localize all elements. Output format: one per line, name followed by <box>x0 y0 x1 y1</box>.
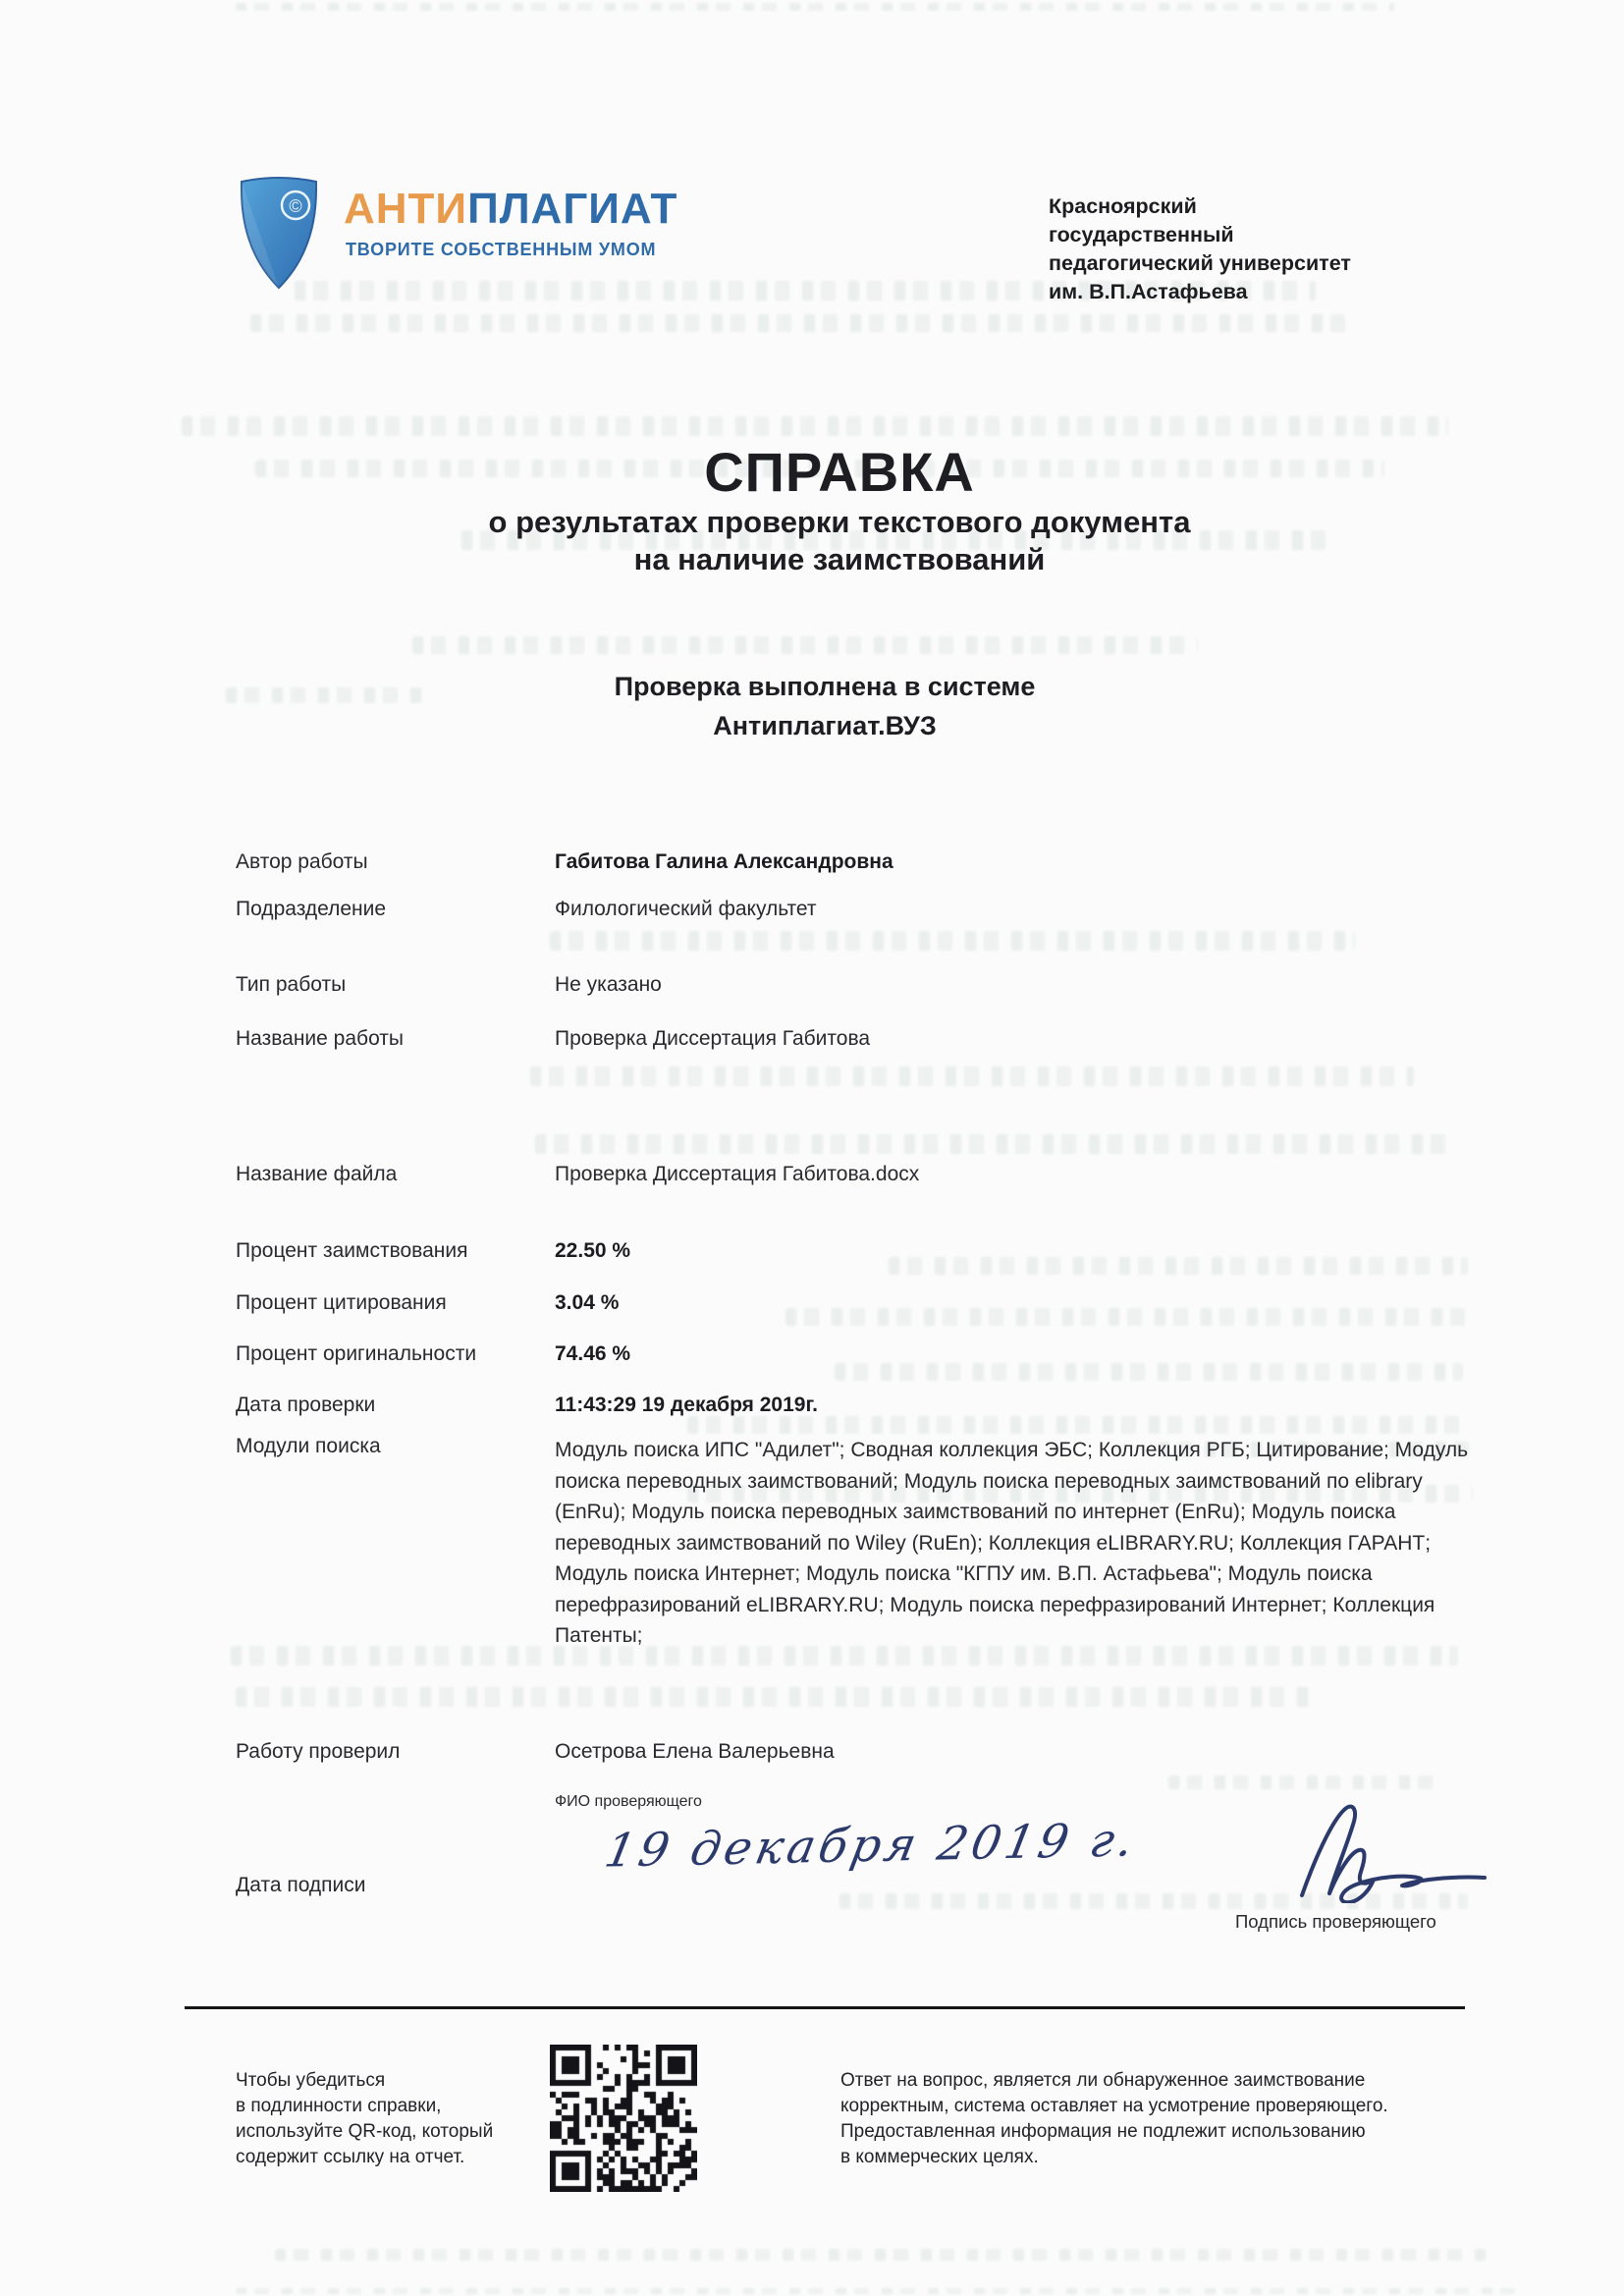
field-label-check-date: Дата проверки <box>236 1394 376 1416</box>
bleed-streak <box>236 3 1394 11</box>
field-label-department: Подразделение <box>236 898 387 920</box>
disclaimer-line: в коммерческих целях. <box>840 2147 1039 2167</box>
field-value-department: Филологический факультет <box>555 898 817 920</box>
field-label-author: Автор работы <box>236 850 368 873</box>
qr-instruction-text <box>236 2068 493 2170</box>
field-label-work-type: Тип работы <box>236 973 347 996</box>
field-value-work-title: Проверка Диссертация Габитова <box>555 1027 871 1050</box>
qr-instruction-line: используйте QR-код, который <box>236 2121 494 2142</box>
bleed-streak <box>687 1416 1463 1434</box>
field-value-author: Габитова Галина Александровна <box>555 850 893 873</box>
university-line: им. В.П.Астафьева <box>1049 280 1248 303</box>
brand-name-plagiat: ПЛАГИАТ <box>467 185 678 233</box>
antiplagiat-shield-logo-icon <box>234 172 324 294</box>
document-subtitle-line2: на наличие заимствований <box>633 542 1046 576</box>
bleed-streak <box>530 1066 1414 1086</box>
handwritten-date: 19 декабря 2019 г. <box>600 1813 1142 1879</box>
copyright-glyph: © <box>289 196 302 216</box>
bleed-streak <box>236 2288 1522 2294</box>
disclaimer-line: корректным, система оставляет на усмотрение проверяющего. <box>840 2096 1388 2116</box>
bleed-streak <box>182 416 1448 436</box>
university-name <box>1049 192 1402 306</box>
qr-instruction-line: Чтобы убедиться <box>236 2070 386 2091</box>
field-value-borrowing-percent: 22.50 % <box>555 1239 631 1262</box>
bleed-streak <box>275 2249 1492 2261</box>
bleed-streak <box>835 1363 1463 1381</box>
field-value-work-type: Не указано <box>555 973 662 996</box>
document-title: СПРАВКА <box>704 441 975 503</box>
bleed-streak <box>550 931 1355 951</box>
bleed-streak <box>785 1308 1473 1326</box>
disclaimer-text <box>840 2068 1469 2170</box>
field-value-search-modules: Модуль поиска ИПС "Адилет"; Сводная коллекция ЭБС; Коллекция РГБ; Цитирование; Модуль поиска переводных заимствований; Модуль поиска переводных заимствований по elibrary (EnRu); Модуль поиска переводных заимствований по интернет (EnRu); Модуль поиска переводных заимствований по Wiley (RuEn); Коллекция eLIBRARY.RU; Коллекция ГАРАНТ; Модуль поиска Интернет; Модуль поиска "КГПУ им. В.П. Астафьева"; Модуль поиска перефразирований eLIBRARY.RU; Модуль поиска перефразирований Интернет; Коллекция Патенты; <box>555 1439 1469 1647</box>
field-value-originality-percent: 74.46 % <box>555 1342 631 1365</box>
system-check-line2: Антиплагиат.ВУЗ <box>713 711 937 740</box>
document-subtitle-line1: о результатах проверки текстового документа <box>488 505 1191 539</box>
checker-signature-icon <box>1288 1801 1494 1903</box>
checker-label: Работу проверил <box>236 1740 401 1763</box>
checker-name: Осетрова Елена Валерьевна <box>555 1740 835 1763</box>
qr-code <box>550 2045 697 2192</box>
university-line: педагогический университет <box>1049 251 1351 275</box>
field-label-borrowing-percent: Процент заимствования <box>236 1239 468 1262</box>
checker-note: ФИО проверяющего <box>555 1793 702 1810</box>
signature-caption: Подпись проверяющего <box>1235 1911 1436 1932</box>
brand-name-anti: АНТИ <box>344 185 468 233</box>
bleed-streak <box>412 636 1198 654</box>
bleed-streak <box>535 1134 1448 1154</box>
bleed-streak <box>236 1687 1316 1707</box>
field-label-citation-percent: Процент цитирования <box>236 1291 447 1314</box>
bleed-streak <box>250 314 1350 332</box>
university-line: Красноярский <box>1049 194 1197 218</box>
field-label-file-name: Название файла <box>236 1163 398 1185</box>
bleed-streak <box>1168 1776 1443 1789</box>
brand-tagline: ТВОРИТЕ СОБСТВЕННЫМ УМОМ <box>346 240 657 259</box>
field-label-work-title: Название работы <box>236 1027 404 1050</box>
bleed-streak <box>889 1257 1468 1275</box>
field-label-search-modules: Модули поиска <box>236 1435 381 1457</box>
field-value-citation-percent: 3.04 % <box>555 1291 620 1314</box>
brand-name <box>344 185 677 234</box>
field-value-check-date: 11:43:29 19 декабря 2019г. <box>555 1394 818 1416</box>
field-value-file-name: Проверка Диссертация Габитова.docx <box>555 1163 920 1185</box>
system-check-line1: Проверка выполнена в системе <box>614 672 1036 701</box>
qr-instruction-line: в подлинности справки, <box>236 2096 442 2116</box>
qr-instruction-line: содержит ссылку на отчет. <box>236 2147 465 2167</box>
footer-divider <box>185 2006 1465 2009</box>
disclaimer-line: Предоставленная информация не подлежит использованию <box>840 2121 1366 2142</box>
field-label-originality-percent: Процент оригинальности <box>236 1342 477 1365</box>
sign-date-label: Дата подписи <box>236 1874 366 1896</box>
disclaimer-line: Ответ на вопрос, является ли обнаруженное заимствование <box>840 2070 1366 2091</box>
university-line: государственный <box>1049 223 1234 246</box>
